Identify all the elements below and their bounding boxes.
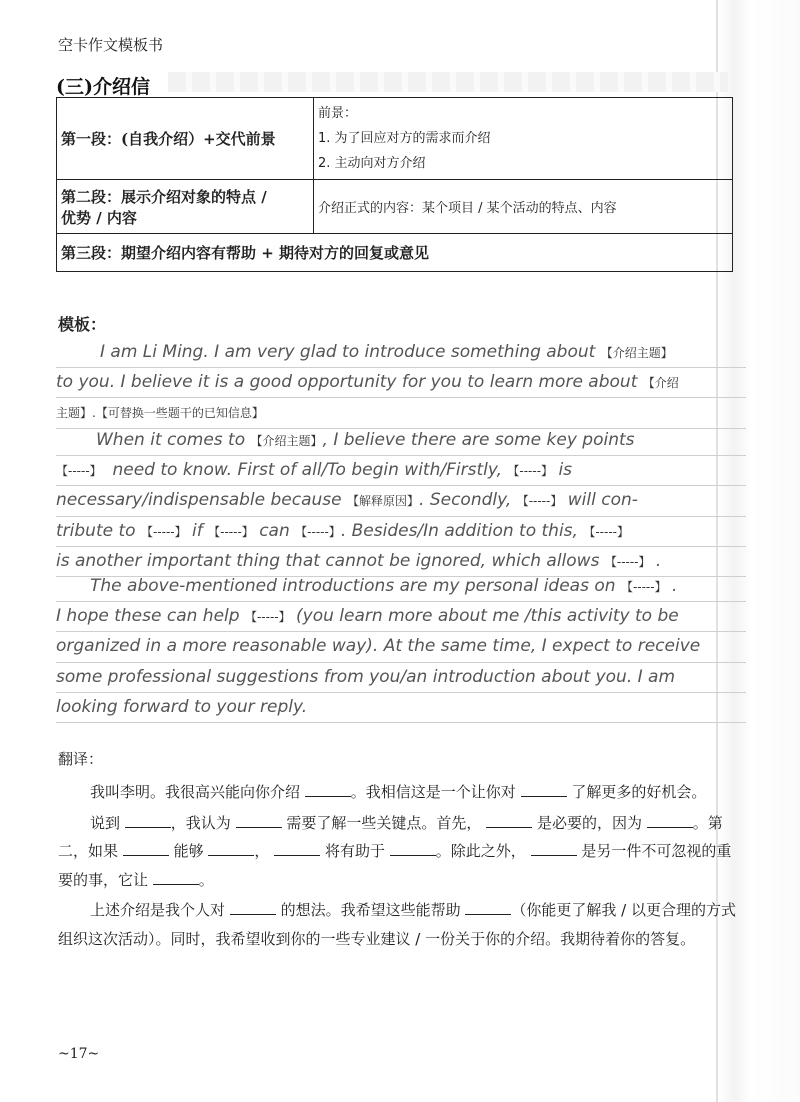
- template-line: [56, 663, 746, 693]
- blank-tag: 【-----】: [516, 494, 563, 509]
- blank-tag: 【-----】: [244, 610, 291, 625]
- template-line: [56, 693, 746, 723]
- outline-row-2-label-line-2: 优势 / 内容: [61, 208, 137, 227]
- translation-body: [58, 778, 738, 955]
- blank-tag: 【-----】: [583, 524, 629, 539]
- blank-tag: 【-----】: [620, 580, 667, 594]
- template-line: [56, 602, 746, 632]
- translation-paragraph-3: [58, 896, 738, 953]
- outline-row-2: [57, 180, 733, 234]
- translation-text: 说到: [90, 813, 121, 832]
- template-line: [56, 456, 746, 486]
- blank-line: [123, 839, 169, 856]
- template-text: . Besides/In addition to this,: [340, 520, 578, 541]
- translation-text: 。: [198, 870, 214, 889]
- background-item-1: 1. 为了回应对方的需求而介绍: [318, 131, 491, 146]
- blank-line: [208, 839, 254, 856]
- blank-tag: 【-----】: [140, 524, 187, 539]
- template-text: The above-mentioned introductions are my personal ideas on: [90, 576, 616, 596]
- template-text: need to know. First of all/To begin with/Firstly,: [112, 460, 502, 481]
- placeholder-tag: 【介绍主题】: [600, 346, 673, 360]
- translation-text: 。第二，如果: [58, 813, 723, 860]
- blank-line: [305, 780, 351, 797]
- template-line: [56, 517, 746, 547]
- blank-line: [230, 898, 276, 915]
- translation-paragraph-1: [58, 778, 738, 807]
- template-line: [56, 632, 746, 662]
- blank-line: [647, 811, 693, 828]
- outline-row-2-label-line-1: 第二段：展示介绍对象的特点 /: [61, 187, 267, 206]
- blank-line: [531, 839, 577, 856]
- template-line: [56, 398, 746, 428]
- template-text: I hope these can help: [56, 606, 240, 627]
- translation-text: 。除此之外，: [435, 842, 526, 860]
- template-text: can: [259, 520, 290, 541]
- translation-text: 需要了解一些关键点。首先，: [286, 813, 482, 832]
- template-text: organized in a more reasonable way). At the same time, I expect to receive: [56, 636, 701, 657]
- translation-text: （你能更了解我 / 以更合理的方式组织这次活动）。同时，我希望收到你的一些专业建议 / 一份关于你的介绍。我期待着你的答复。: [58, 901, 736, 948]
- blank-line: [465, 898, 511, 915]
- translation-paragraph-2: [58, 809, 738, 895]
- template-line: [56, 368, 746, 398]
- template-text: to you. I believe it is a good opportunity for you to learn more about: [56, 372, 638, 393]
- outline-row-2-content: 介绍正式的内容：某个项目 / 某个活动的特点、内容: [314, 180, 733, 234]
- translation-text: 是必要的，因为: [536, 813, 642, 832]
- template-text: some professional suggestions from you/an introduction about you. I am: [56, 666, 676, 687]
- blank-line: [274, 839, 320, 856]
- template-text: tribute to: [56, 520, 136, 541]
- bleed-through-shadow: [168, 72, 728, 92]
- translation-text: 将有助于: [324, 842, 385, 860]
- translation-text: 我叫李明。我很高兴能向你介绍: [90, 783, 301, 801]
- blank-tag: 【-----】: [208, 524, 254, 539]
- book-header: 空卡作文模板书: [58, 36, 164, 54]
- outline-row-3: [57, 234, 733, 272]
- placeholder-tag: 主题】.【可替换一些题干的已知信息】: [56, 406, 264, 421]
- blank-tag: 【-----】: [507, 464, 554, 479]
- blank-tag: 【-----】: [56, 464, 102, 479]
- background-label: 前景：: [318, 106, 358, 121]
- placeholder-tag: 【介绍主题】: [250, 434, 323, 448]
- template-text: . Secondly,: [419, 490, 512, 511]
- outline-row-1-content: [314, 98, 733, 180]
- template-text: (you learn more about me /this activity to be: [296, 606, 679, 627]
- template-line: [56, 572, 746, 602]
- template-line: [56, 338, 746, 368]
- background-item-2: 2. 主动向对方介绍: [318, 156, 426, 171]
- template-text: When it comes to: [96, 430, 246, 450]
- template-paragraph-3: [56, 572, 746, 723]
- placeholder-tag: 【解释原因】: [347, 494, 420, 509]
- template-text: is another important thing that cannot be ignored, which allows: [56, 550, 600, 571]
- translation-text: 是另一件不可忽视的重要的事，它让: [58, 842, 732, 889]
- placeholder-tag: 【介绍: [642, 376, 679, 391]
- blank-line: [390, 839, 436, 856]
- blank-tag: 【-----】: [604, 554, 651, 569]
- blank-line: [153, 868, 199, 885]
- translation-text: 。我相信这是一个让你对: [350, 783, 516, 801]
- page-number: ~17~: [58, 1046, 100, 1062]
- template-paragraph-1: [56, 338, 746, 429]
- blank-tag: 【-----】: [295, 524, 341, 539]
- translation-text: ，: [254, 842, 270, 860]
- blank-line: [486, 811, 532, 828]
- blank-line: [125, 811, 171, 828]
- template-text: .: [672, 576, 678, 596]
- outline-row-1-label: 第一段：(自我介绍）+交代前景: [57, 98, 314, 180]
- translation-text: ，我认为: [170, 813, 231, 832]
- outline-row-2-label: [57, 180, 314, 234]
- template-line: [56, 426, 746, 456]
- template-text: , I believe there are some key points: [322, 430, 635, 450]
- template-paragraph-2: [56, 426, 746, 577]
- template-label: 模板：: [58, 315, 107, 334]
- template-line: [56, 486, 746, 516]
- blank-line: [236, 811, 282, 828]
- outline-table: [56, 97, 733, 272]
- section-title: (三)介绍信: [56, 76, 150, 98]
- translation-label: 翻译：: [58, 750, 104, 768]
- template-text: will con-: [567, 490, 638, 511]
- blank-line: [521, 780, 567, 797]
- template-text: necessary/indispensable because: [56, 490, 342, 511]
- template-text: .: [655, 550, 662, 571]
- translation-text: 能够: [173, 842, 204, 860]
- template-text: is: [558, 460, 573, 481]
- translation-text: 上述介绍是我个人对: [90, 901, 226, 919]
- translation-text: 的想法。我希望这些能帮助: [280, 901, 461, 919]
- translation-text: 了解更多的好机会。: [571, 783, 707, 801]
- outline-row-1: [57, 98, 733, 180]
- template-text: looking forward to your reply.: [56, 696, 308, 717]
- outline-row-3-label: 第三段：期望介绍内容有帮助 + 期待对方的回复或意见: [57, 234, 733, 272]
- template-text: I am Li Ming. I am very glad to introduce something about: [100, 342, 596, 362]
- template-text: if: [192, 520, 203, 541]
